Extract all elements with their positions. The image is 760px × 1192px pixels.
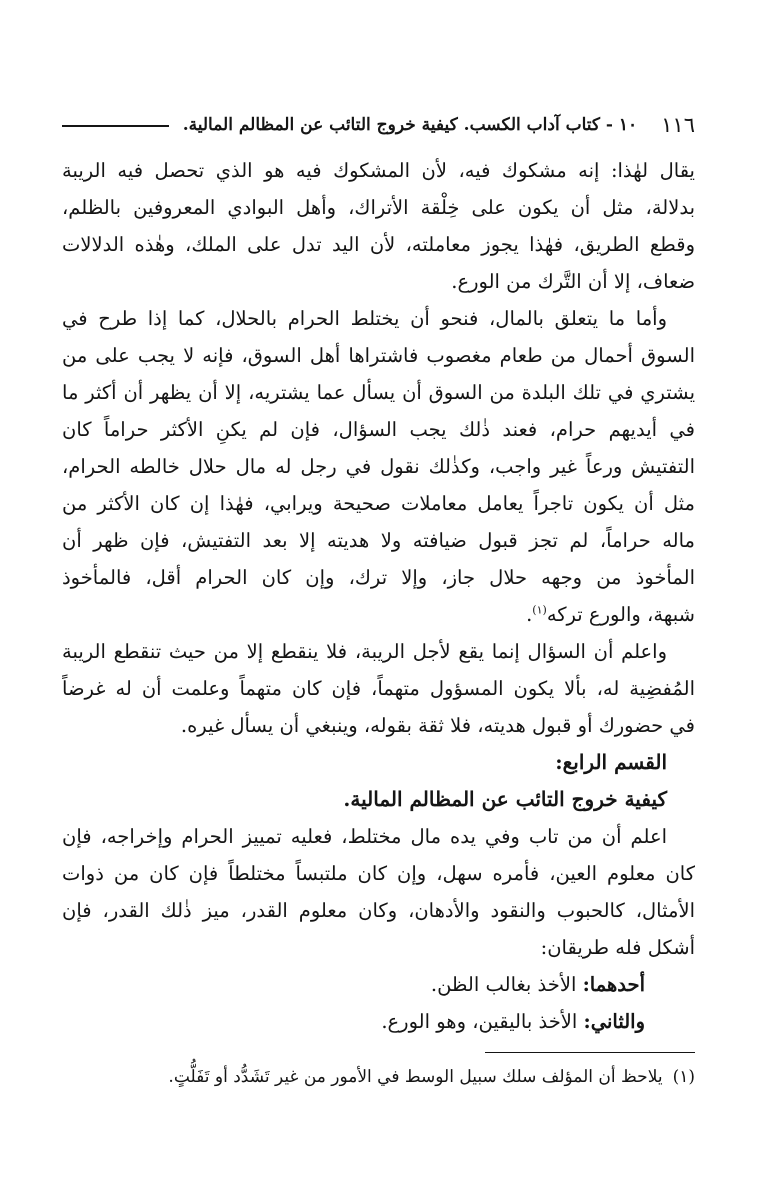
footnote-mark: (١) [672,1067,695,1087]
method-text: الأخذ باليقين، وهو الورع. [381,1010,578,1033]
header-rule [62,125,169,127]
text-line: الأمثال، كالحبوب والنقود والأدهان، وكان معلوم القدر، ميز ذٰلك القدر، فإن [62,899,695,922]
text-line-with-footnote: شبهة، والورع تركه$^{(١)}$. [526,603,695,626]
text-line: في حضورك أو قبول هديته، فلا ثقة بقوله، وينبغي أن يسأل غيره. [180,714,695,737]
method-item [62,1003,695,1040]
method-item [62,966,695,1003]
method-label: أحدهما: [582,973,645,996]
method-text: الأخذ بغالب الظن. [430,973,577,996]
text-line: يقال لهٰذا: إنه مشكوك فيه، لأن المشكوك فيه هو الذي تحصل فيه الريبة [62,159,695,182]
text-line: ضعاف، إلا أن التَّرك من الورع. [451,270,695,293]
text-line: السوق أحمال من طعام مغصوب فاشتراها أهل السوق، فإنه لا يجب على من [62,344,695,367]
text-line: وأما ما يتعلق بالمال، فنحو أن يختلط الحرام بالحلال، كما إذا طرح في [62,307,667,330]
text-line: وقطع الطريق، فهٰذا يجوز معاملته، لأن اليد تدل على الملك، وهٰذه الدلالات [62,233,695,256]
text-fragment: شبهة، والورع تركه [546,603,695,626]
footnote-text: يلاحظ أن المؤلف سلك سبيل الوسط في الأمور من غير تَشَدُّد أو تَفَلُّتٍ. [168,1067,663,1087]
footnote-reference[interactable]: (١) [532,603,547,617]
text-line: واعلم أن السؤال إنما يقع لأجل الريبة، فلا ينقطع إلا من حيث تنقطع الريبة [62,640,667,663]
running-title: ١٠ - كتاب آداب الكسب. كيفية خروج التائب عن المظالم المالية. [182,115,638,135]
text-line: في أيديهم حرام، فعند ذٰلك يجب السؤال، فإن لم يكنِ الأكثر حراماً كان [62,418,695,441]
text-line: أشكل فله طريقان: [540,936,695,959]
text-line: يشتري في تلك البلدة من السوق أن يسأل عما يشتريه، إلا أن يظهر أن أكثر ما [62,381,695,404]
text-line: المأخوذ من وجهه حلال جاز، وإلا ترك، وإن كان الحرام أقل، فالمأخوذ [62,566,695,589]
running-header [62,108,695,142]
text-line: كان معلوم العين، فأمره سهل، وإن كان ملتبساً مختلطاً فإن كان من ذوات [62,862,695,885]
text-line: اعلم أن من تاب وفي يده مال مختلط، فعليه تمييز الحرام وإخراجه، فإن [62,825,667,848]
footnote-rule [485,1052,695,1053]
method-label: والثاني: [583,1010,645,1033]
section-heading: كيفية خروج التائب عن المظالم المالية. [343,787,667,811]
text-line: مثل أن يكون تاجراً يعامل معاملات صحيحة ويرابي، فهٰذا إن كان الأكثر من [62,492,695,515]
book-page [62,108,695,1091]
page-number: ١١٦ [661,113,695,137]
text-line: بدلالة، مثل أن يكون على خِلْقة الأتراك، وأهل البوادي المعروفين بالظلم، [62,196,695,219]
text-line: المُفضِية له، بألا يكون المسؤول متهماً، فإن كان متهماً وعلمت أن له غرضاً [62,677,695,700]
text-line: التفتيش ورعاً غير واجب، وكذٰلك نقول في رجل له مال حلال خالطه الحرام، [62,455,695,478]
section-label: القسم الرابع: [555,750,667,774]
footnote [62,1063,695,1091]
body-text [62,152,695,1040]
text-line: ماله حراماً، لم تجز قبول ضيافته ولا هديته إلا بعد التفتيش، فإن ظهر أن [62,529,695,552]
